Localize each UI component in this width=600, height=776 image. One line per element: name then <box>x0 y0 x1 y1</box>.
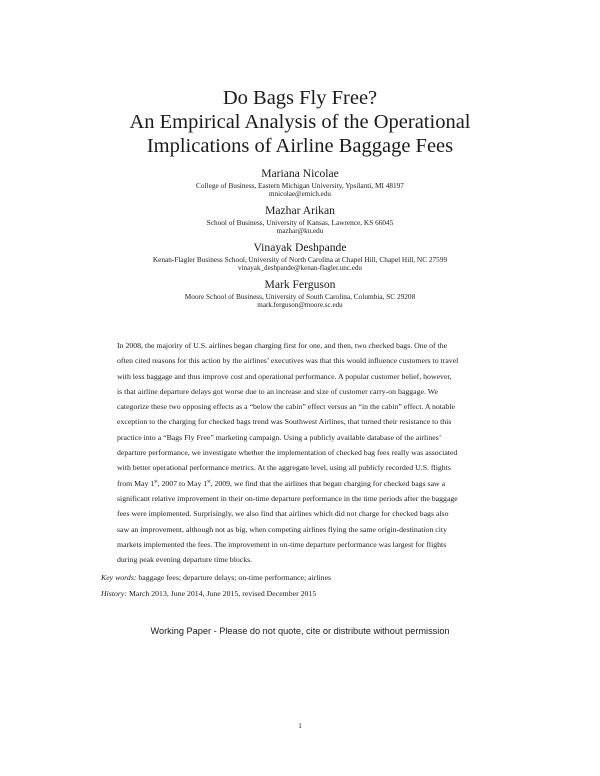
abstract-text: , 2007 to May 1 <box>157 478 208 488</box>
title-line-2: An Empirical Analysis of the Operational <box>129 111 471 133</box>
abstract-line: markets implemented the fees. The improvement in on-time departure performance was largest for flights <box>117 539 447 549</box>
ordinal-suffix: st <box>207 479 211 485</box>
abstract-line: during peak evening departure time blocks. <box>117 555 253 565</box>
author-name: Mark Ferguson <box>264 278 336 291</box>
history-label: History: <box>101 589 127 598</box>
working-paper-note: Working Paper - Please do not quote, cite or distribute without permission <box>150 626 450 636</box>
history <box>101 589 521 599</box>
author-affiliation: College of Business, Eastern Michigan University, Ypsilanti, MI 48197 <box>196 181 404 190</box>
abstract-text: from May 1 <box>117 478 155 488</box>
abstract-text: , 2009, we find that the airlines that began charging for checked bags saw a <box>210 478 446 488</box>
abstract-line: often cited reasons for this action by the airlines’ executives was that this would influence customers to travel <box>117 356 459 366</box>
abstract-line: with less baggage and thus improve cost and operational performance. A popular customer belief, however, <box>117 371 452 381</box>
title-line-3: Implications of Airline Baggage Fees <box>146 135 454 157</box>
author-name: Mazhar Arikan <box>265 204 335 217</box>
abstract-line: saw an improvement, although not as big, when competing airlines flying the same origin-destination city <box>117 524 447 534</box>
history-text: March 2013, June 2014, June 2015, revised December 2015 <box>128 589 317 598</box>
abstract-line: In 2008, the majority of U.S. airlines began charging first for one, and then, two checked bags. One of the <box>117 341 448 350</box>
author-name: Mariana Nicolae <box>261 167 339 180</box>
author-1 <box>0 167 600 199</box>
author-2 <box>0 204 600 236</box>
abstract-line: exception to the charging for checked bags trend was Southwest Airlines, that turned their resistance to this <box>117 417 452 427</box>
keywords-text: baggage fees; departure delays; on-time performance; airlines <box>138 573 332 582</box>
author-email: mnicolae@emich.edu <box>269 190 331 198</box>
author-email: mark.ferguson@moore.sc.edu <box>257 301 343 309</box>
author-affiliation: Moore School of Business, University of South Carolina, Columbia, SC 29208 <box>184 292 416 301</box>
abstract-line-dates <box>101 476 506 491</box>
author-affiliation: School of Business, University of Kansas, Lawrence, KS 66045 <box>206 218 394 227</box>
author-email: vinayak_deshpande@kenan-flagler.unc.edu <box>238 264 362 272</box>
abstract-line: departure performance, we investigate whether the implementation of checked bag fees really was associated <box>117 448 458 458</box>
title-line-1: Do Bags Fly Free? <box>222 87 378 109</box>
abstract <box>101 338 506 567</box>
abstract-line: significant relative improvement in their on-time departure performance in the time periods after the baggage <box>117 493 458 503</box>
author-list <box>0 167 600 315</box>
author-3 <box>0 241 600 273</box>
author-email: mazhar@ku.edu <box>276 227 324 235</box>
abstract-line: fees were implemented. Surprisingly, we also find that airlines which did not charge for checked bags also <box>117 509 449 519</box>
keywords-label: Key words: <box>101 573 137 582</box>
abstract-line: practice into a “Bags Fly Free” marketing campaign. Using a publicly available database of the airlines’ <box>117 432 442 442</box>
ordinal-suffix: st <box>154 479 158 485</box>
author-4 <box>0 278 600 310</box>
page-number: 1 <box>298 722 302 730</box>
author-affiliation: Kenan-Flagler Business School, University of North Carolina at Chapel Hill, Chapel Hill, NC 27599 <box>152 255 448 264</box>
keywords <box>101 573 521 583</box>
abstract-line: categorize these two opposing effects as a “below the cabin” effect versus an “in the cabin” effect. A notable <box>117 402 455 412</box>
abstract-line: with better operational performance metrics. At the aggregate level, using all publicly recorded U.S. flights <box>117 463 451 473</box>
paper-title <box>0 86 600 158</box>
abstract-line: is that airline departure delays got worse due to an increase and size of customer carry-on baggage. We <box>117 386 438 396</box>
author-name: Vinayak Deshpande <box>253 241 347 254</box>
